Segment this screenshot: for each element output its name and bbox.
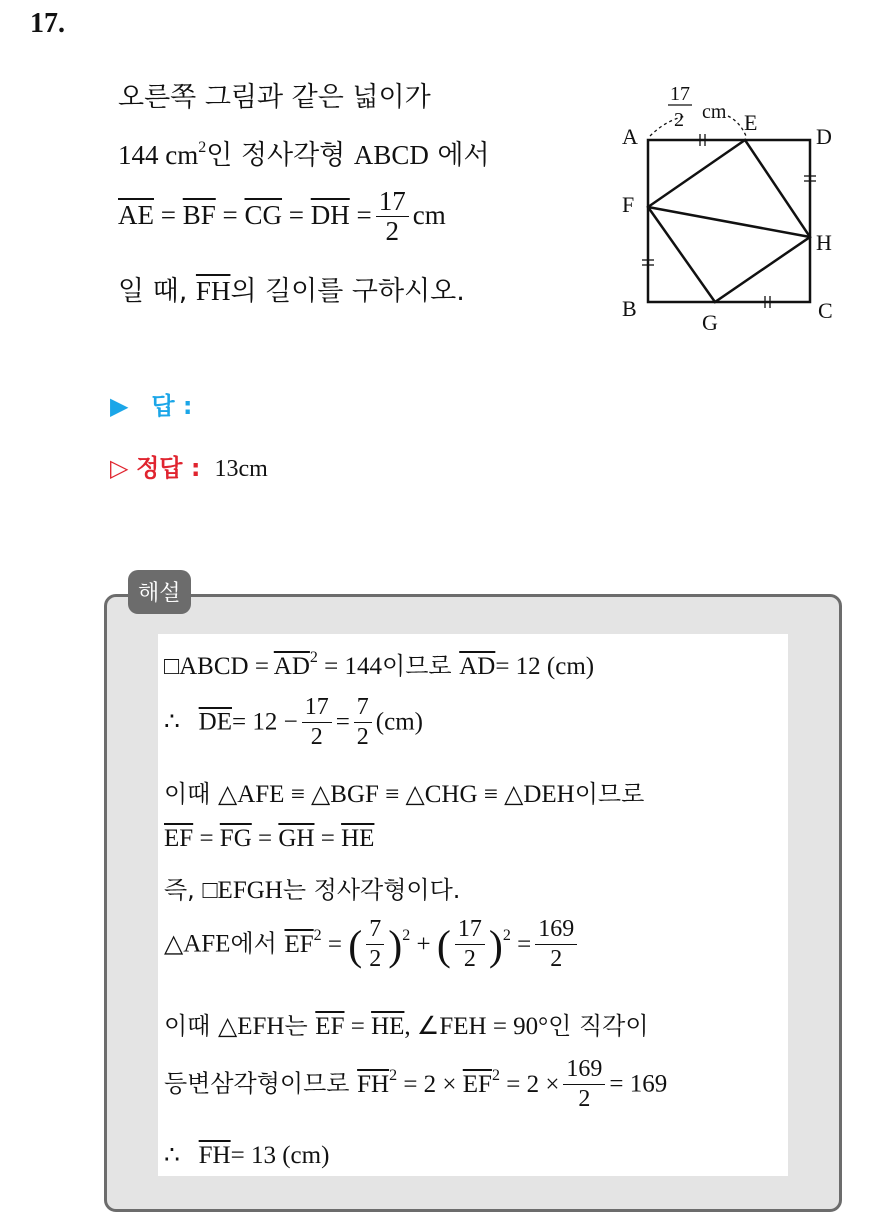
solution-text: = 2 × — [499, 1070, 560, 1098]
result-169: = 169 — [609, 1070, 668, 1098]
label-a: A — [622, 124, 638, 149]
fraction — [302, 694, 332, 751]
fraction — [563, 1056, 605, 1113]
square-figure — [610, 80, 850, 340]
denominator: 2 — [550, 946, 563, 972]
solution-text: 는 정사각형이다. — [282, 876, 461, 904]
solution-text: = 12 − — [231, 708, 298, 736]
solution-text: 이때 — [164, 780, 218, 808]
denominator: 2 — [369, 946, 382, 972]
problem-line-4 — [118, 278, 465, 305]
solution-line-3 — [164, 774, 644, 809]
solution-line-2: ∴ $\overline{DE}= 12$ − $\frac{17}{2}$ = $\frac{7}{2}$ (cm) — [164, 694, 423, 750]
area-equation: = 144 — [317, 653, 383, 680]
answer-label: 답 : — [151, 392, 193, 420]
fraction — [376, 188, 409, 245]
figure-fraction-denominator: 2 — [674, 109, 684, 131]
solution-line-9 — [164, 1140, 329, 1170]
segment-dh: $\overline{DH}$ — [310, 200, 350, 230]
triangle-afe: △AFE — [164, 930, 231, 958]
solution-text: 인 직각이 — [548, 1012, 649, 1040]
angle-feh: , ∠FEH = 90° — [404, 1013, 549, 1040]
fraction — [455, 916, 485, 973]
solution-tag: 해설 — [128, 570, 191, 614]
exponent: 2 — [313, 926, 322, 944]
numerator: 17 — [455, 916, 485, 945]
segment-fg: $\overline{FG}$ — [219, 825, 252, 852]
segment-ef: $\overline{EF}$ — [284, 930, 314, 958]
numerator: 169 — [535, 916, 577, 945]
figure-fraction-numerator: 17 — [670, 83, 690, 105]
denominator: 2 — [356, 724, 369, 750]
solution-text: 등변삼각형이므로 — [164, 1069, 358, 1098]
problem-text: 에서 — [428, 140, 490, 171]
solution-line-5 — [164, 870, 460, 905]
numerator: 17 — [302, 694, 332, 723]
triangle-efh: △EFH — [218, 1013, 285, 1040]
fraction — [354, 694, 372, 751]
congruence-statement: △AFE ≡ △BGF ≡ △CHG ≡ △DEH — [218, 781, 575, 808]
segment-ae: $\overline{AE}$ — [118, 200, 154, 230]
exponent: 2 — [309, 649, 318, 666]
problem-text: 일 때, — [118, 276, 196, 307]
solution-text: 에서 — [230, 929, 285, 958]
solution-text: = 2 × — [397, 1070, 463, 1098]
segment-he: $\overline{HE}$ — [341, 825, 375, 852]
label-c: C — [818, 298, 833, 323]
segment-ad: $\overline{AD}$ — [273, 653, 310, 680]
segment-fh: $\overline{FH}$ — [357, 1070, 390, 1098]
label-h: H — [816, 230, 832, 255]
unit: cm — [412, 200, 446, 230]
correct-label: 정답 : — [136, 454, 201, 482]
segment-fh: $\overline{FH}$ — [195, 276, 231, 306]
segment-fh: $\overline{FH}$ — [198, 1142, 231, 1169]
exponent: 2 — [402, 926, 411, 944]
problem-line-1 — [118, 84, 431, 111]
problem-text: 의 길이를 구하시오. — [230, 276, 465, 307]
label-b: B — [622, 296, 637, 321]
exponent: 2 — [389, 1066, 398, 1084]
segment-fh-line — [648, 207, 810, 237]
answer-row — [110, 386, 193, 421]
equals: = — [356, 200, 372, 230]
segment-ef: $\overline{EF}$ — [315, 1013, 345, 1040]
problem-text: 오른쪽 그림과 같은 넓이가 — [118, 82, 431, 113]
square-abcd-text: □ABCD — [164, 653, 249, 680]
segment-gh: $\overline{GH}$ — [278, 825, 315, 852]
unit: (cm) — [375, 708, 423, 736]
exponent: 2 — [198, 139, 207, 156]
figure-unit: cm — [702, 101, 727, 123]
solution-text: 이므로 — [382, 652, 460, 680]
denominator: 2 — [578, 1086, 591, 1112]
side-length: = 12 (cm) — [495, 653, 595, 680]
numerator: 169 — [563, 1056, 605, 1085]
segment-de: $\overline{DE}$ — [198, 708, 232, 736]
numerator: 17 — [376, 188, 409, 217]
equals: = — [288, 200, 304, 230]
equals: = — [222, 200, 238, 230]
segment-cg: $\overline{CG}$ — [244, 200, 283, 230]
problem-number: 17. — [30, 8, 65, 39]
label-f: F — [622, 192, 635, 217]
correct-marker-icon: ▷ — [110, 454, 129, 482]
segment-he: $\overline{HE}$ — [371, 1013, 405, 1040]
solution-line-4: $\overline{EF} = \overline{FG} = \overline{GH} = \overline{HE}$ — [164, 825, 375, 852]
numerator: 7 — [366, 916, 384, 945]
segment-ef: $\overline{EF}$ — [462, 1070, 492, 1098]
segment-ad: $\overline{AD}$ — [459, 653, 496, 680]
square-efgh-text: □EFGH — [202, 877, 283, 904]
solution-line-8 — [164, 1056, 667, 1113]
label-g: G — [702, 310, 718, 335]
solution-text: 이때 — [164, 1012, 218, 1040]
area-value: 144 cm — [118, 140, 199, 170]
solution-text: 즉, — [164, 876, 203, 904]
denominator: 2 — [310, 724, 323, 750]
correct-value: 13cm — [214, 456, 268, 482]
denominator: 2 — [463, 946, 476, 972]
problem-line-2 — [118, 140, 490, 169]
segment-ef: $\overline{EF}$ — [164, 825, 194, 852]
solution-text: 이므로 — [574, 780, 645, 808]
problem-line-3 — [118, 188, 446, 245]
denominator: 2 — [385, 216, 399, 246]
numerator: 7 — [354, 694, 372, 723]
solution-line-6: △AFE에서 $\overline{EF}^2$ = ( $\frac{7}{2}$ )$^2$ + ( $\frac{17}{2}$ )$^2$ = $\frac{169}{2}$ — [164, 916, 581, 973]
answer-marker-icon: ▶ — [110, 392, 129, 420]
label-d: D — [816, 124, 832, 149]
fraction — [535, 916, 577, 973]
segment-bf: $\overline{BF}$ — [182, 200, 216, 230]
therefore-symbol: ∴ — [164, 1142, 180, 1169]
problem-text: 인 정사각형 — [206, 140, 354, 171]
exponent: 2 — [491, 1066, 500, 1084]
square-name: ABCD — [353, 140, 429, 170]
correct-answer-row — [110, 448, 268, 483]
exponent: 2 — [502, 926, 511, 944]
solution-line-7: 이때 △EFH는 $\overline{EF} = \overline{HE}$, ∠FEH = 90°인 직각이 — [164, 1012, 649, 1040]
therefore-symbol: ∴ — [164, 708, 180, 736]
solution-text: 는 — [284, 1012, 316, 1040]
label-e: E — [744, 110, 758, 135]
fraction — [366, 916, 384, 973]
equals: = — [160, 200, 176, 230]
solution-line-1: □ABCD = $\overline{AD}^2 = 144$이므로 $\overline{AD}= 12$ (cm) — [164, 649, 595, 680]
final-answer: = 13 (cm) — [230, 1142, 330, 1169]
